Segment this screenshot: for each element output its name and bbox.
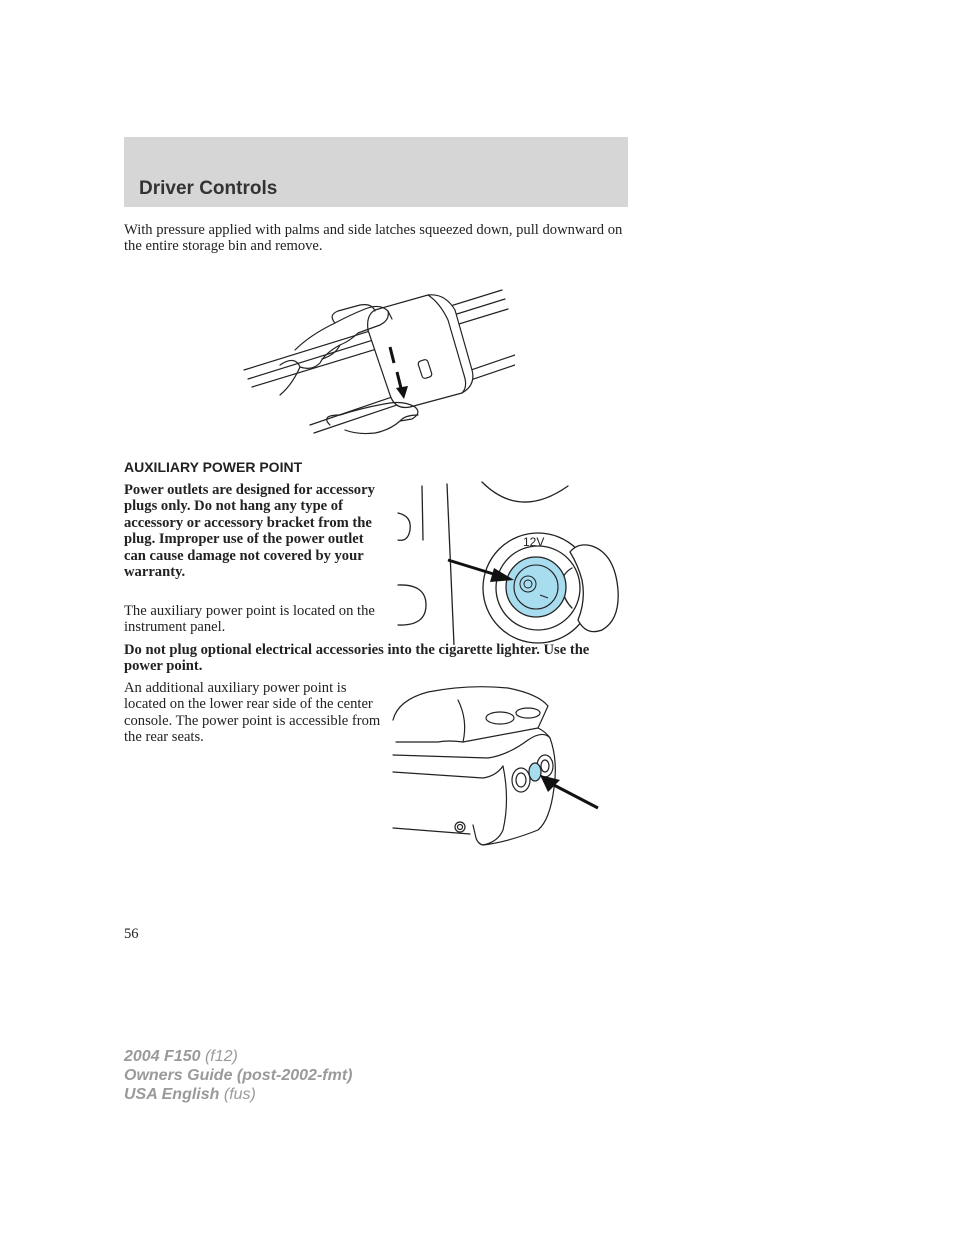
outlet-12v-label: 12V <box>523 535 545 549</box>
section-title: Driver Controls <box>139 178 278 199</box>
footer-line-1 <box>124 1047 352 1066</box>
footer-line-3 <box>124 1085 352 1104</box>
warning-text-1: Power outlets are designed for accessory plugs only. Do not hang any type of accessory or accessory bracket from the plug. Improper use of the power outlet can cause damage not covered by your warranty. <box>124 482 375 581</box>
storage-bin-removal-illustration <box>240 275 515 440</box>
center-console-power-point-illustration <box>388 680 606 848</box>
footer-language: USA English <box>124 1086 220 1103</box>
instrument-panel-power-point-illustration <box>390 480 625 645</box>
page-number: 56 <box>124 926 139 942</box>
footer-guide: Owners Guide (post-2002-fmt) <box>124 1067 353 1084</box>
footer-model-code: (f12) <box>200 1048 238 1065</box>
footer-line-2 <box>124 1066 352 1085</box>
footer-language-code: (fus) <box>219 1086 256 1103</box>
location-text-1: The auxiliary power point is located on the instrument panel. <box>124 603 375 636</box>
footer-model: 2004 F150 <box>124 1048 201 1065</box>
warning-text-2: Do not plug optional electrical accessories into the cigarette lighter. Use the power point. <box>124 642 590 675</box>
footer <box>124 1047 352 1104</box>
location-text-2: An additional auxiliary power point is located on the lower rear side of the center console. The power point is accessible from the rear seats. <box>124 680 381 746</box>
aux-power-point-heading: AUXILIARY POWER POINT <box>124 459 303 475</box>
intro-paragraph: With pressure applied with palms and side latches squeezed down, pull downward on the entire storage bin and remove. <box>124 222 623 255</box>
